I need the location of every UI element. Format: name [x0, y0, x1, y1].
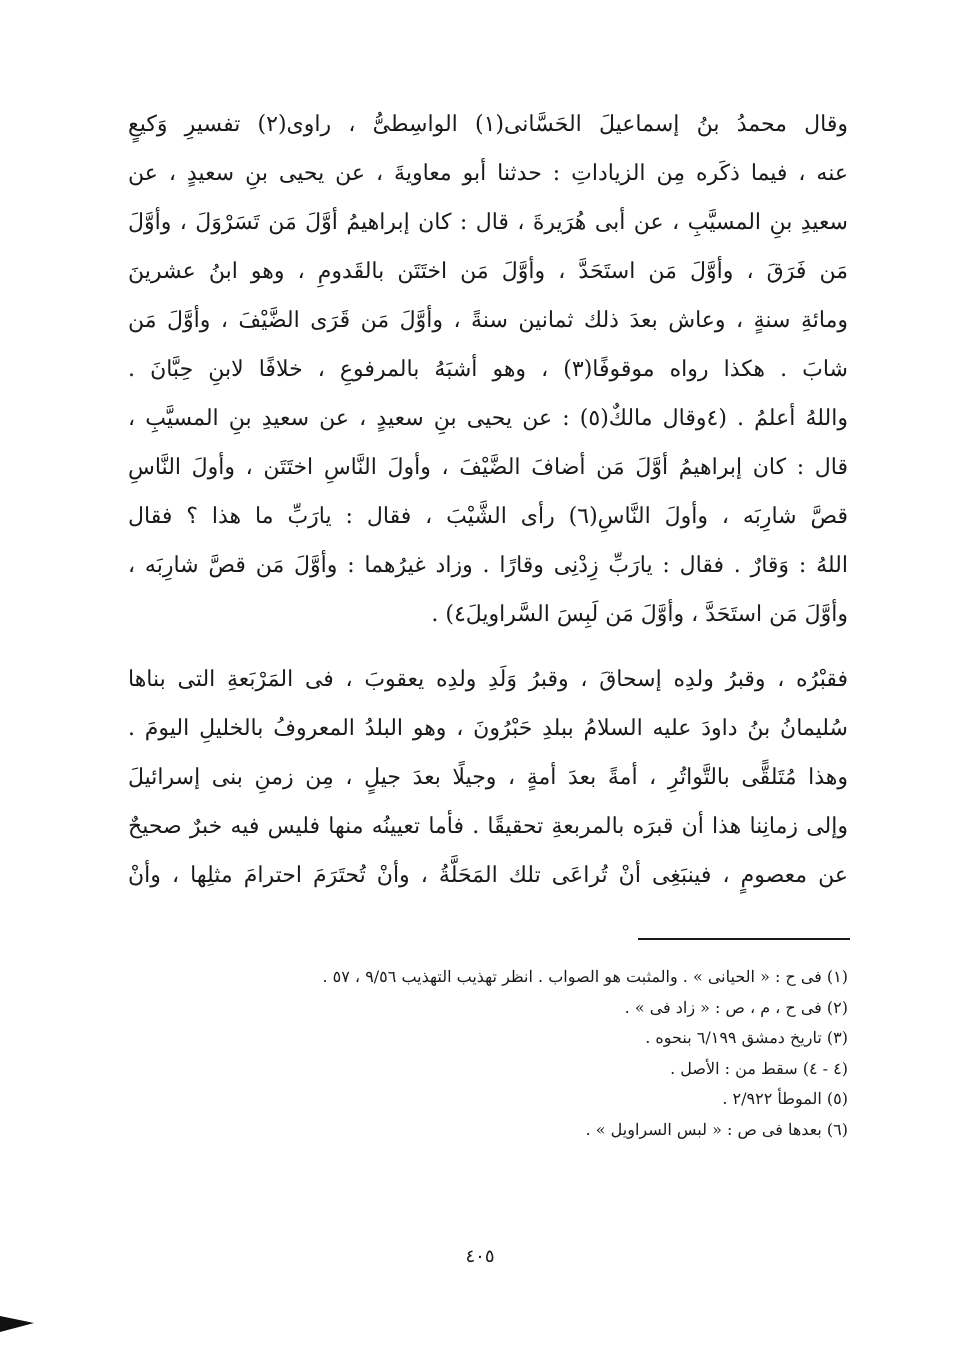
text-line: عنه ، فيما ذكَره مِن الزياداتِ : حدثنا أبو معاويةَ ، عن يحيى بنِ سعيدٍ ، عن: [128, 161, 848, 186]
scan-corner-mark: [0, 1316, 34, 1332]
text-line: وإلى زمانِنا هذا أن قبرَه بالمربعةِ تحقيقًا . فأما تعيينُه منها فليس فيه خبرٌ صحيحٌ: [128, 814, 848, 839]
footnote: (٦) بعدها فى ص : « لبس السراويل » .: [585, 1119, 848, 1139]
footnote: (٢) فى ح ، م ، ص : « زاد فى » .: [624, 997, 848, 1017]
footnote: (٤ - ٤) سقط من : الأصل .: [670, 1058, 848, 1078]
footnotes: [180, 962, 848, 1145]
footnote-divider: [638, 938, 850, 940]
footnote: (٣) تاريخ دمشق ٦/١٩٩ بنحوه .: [645, 1028, 848, 1047]
text-line: وهذا مُتَلقًّى بالتَّواتُرِ ، أمةً بعدَ أمةٍ ، وجيلًا بعدَ جيلٍ ، مِن زمنِ بنى إسرائيلَ: [128, 765, 848, 790]
text-line: وقال محمدُ بنُ إسماعيلَ الحَسَّانى(١) الواسِطىُّ ، راوى(٢) تفسيرِ وَكيعٍ: [128, 112, 848, 137]
text-line: قصَّ شارِبَه ، وأولَ النَّاسِ(٦) رأى الشَّيْبَ ، فقال : يارَبِّ ما هذا ؟ فقال: [128, 504, 848, 529]
body-paragraph-1: [128, 100, 848, 639]
text-line: اللهُ : وَقارٌ . فقال : يارَبِّ زِدْنِى وقارًا . وزاد غيرُهما : وأوَّلَ مَن قصَّ شارِبَه ،: [128, 553, 848, 578]
text-line: سعيدِ بنِ المسيَّبِ ، عن أبى هُرَيرةَ ، قال : كان إبراهيمُ أوَّلَ مَن تَسَرْوَلَ ، وأوَّلَ: [128, 210, 848, 235]
page-number: ٤٠٥: [465, 1246, 495, 1267]
text-line: سُليمانُ بنُ داودَ عليه السلامُ ببلدِ حَبْرُونَ ، وهو البلدُ المعروفُ بالخليلِ اليومَ .: [128, 716, 848, 741]
text-line: قال : كان إبراهيمُ أوَّلَ مَن أضافَ الضَّيْفَ ، وأولَ النَّاسِ اختَتَن ، وأولَ النَّاسِ: [128, 455, 848, 480]
text-line: وأوَّلَ مَن استَحَدَّ ، وأوَّلَ مَن لَبِسَ السَّراويلَ٤) .: [431, 602, 848, 627]
text-line: واللهُ أعلمُ . (٤وقال مالكٌ(٥) : عن يحيى بنِ سعيدٍ ، عن سعيدِ بنِ المسيَّبِ ،: [128, 406, 848, 431]
text-line: عن معصومٍ ، فينبَغِى أنْ تُراعَى تلك المَحَلَّةُ ، وأنْ تُحتَرَمَ احترامَ مثلِها ، وأنْ: [128, 863, 848, 888]
footnote: (٥) الموطأ ٢/٩٢٢ .: [722, 1089, 848, 1108]
body-paragraph-2: [128, 655, 848, 900]
footnote: (١) فى ح : « الحيانى » . والمثبت هو الصواب . انظر تهذيب التهذيب ٩/٥٦ ، ٥٧ .: [322, 967, 848, 986]
text-line: شابَ . هكذا رواه موقوفًا(٣) ، وهو أشبَهُ بالمرفوعِ ، خلافًا لابنِ حِبَّانَ .: [128, 357, 848, 382]
text-line: ومائةِ سنةٍ ، وعاش بعدَ ذلك ثمانين سنةً ، وأوَّلَ مَن قَرَى الضَّيْفَ ، وأوَّلَ مَن: [128, 308, 848, 333]
text-line: فقبْرُه ، وقبرُ ولدِه إسحاقَ ، وقبرُ وَلَدِ ولدِه يعقوبَ ، فى المَرْبَعةِ التى بناها: [128, 667, 848, 692]
text-line: مَن فَرَقَ ، وأوَّلَ مَن استَحَدَّ ، وأوَّلَ مَن اختَتَن بالقَدومِ ، وهو ابنُ عشرينَ: [128, 259, 848, 284]
